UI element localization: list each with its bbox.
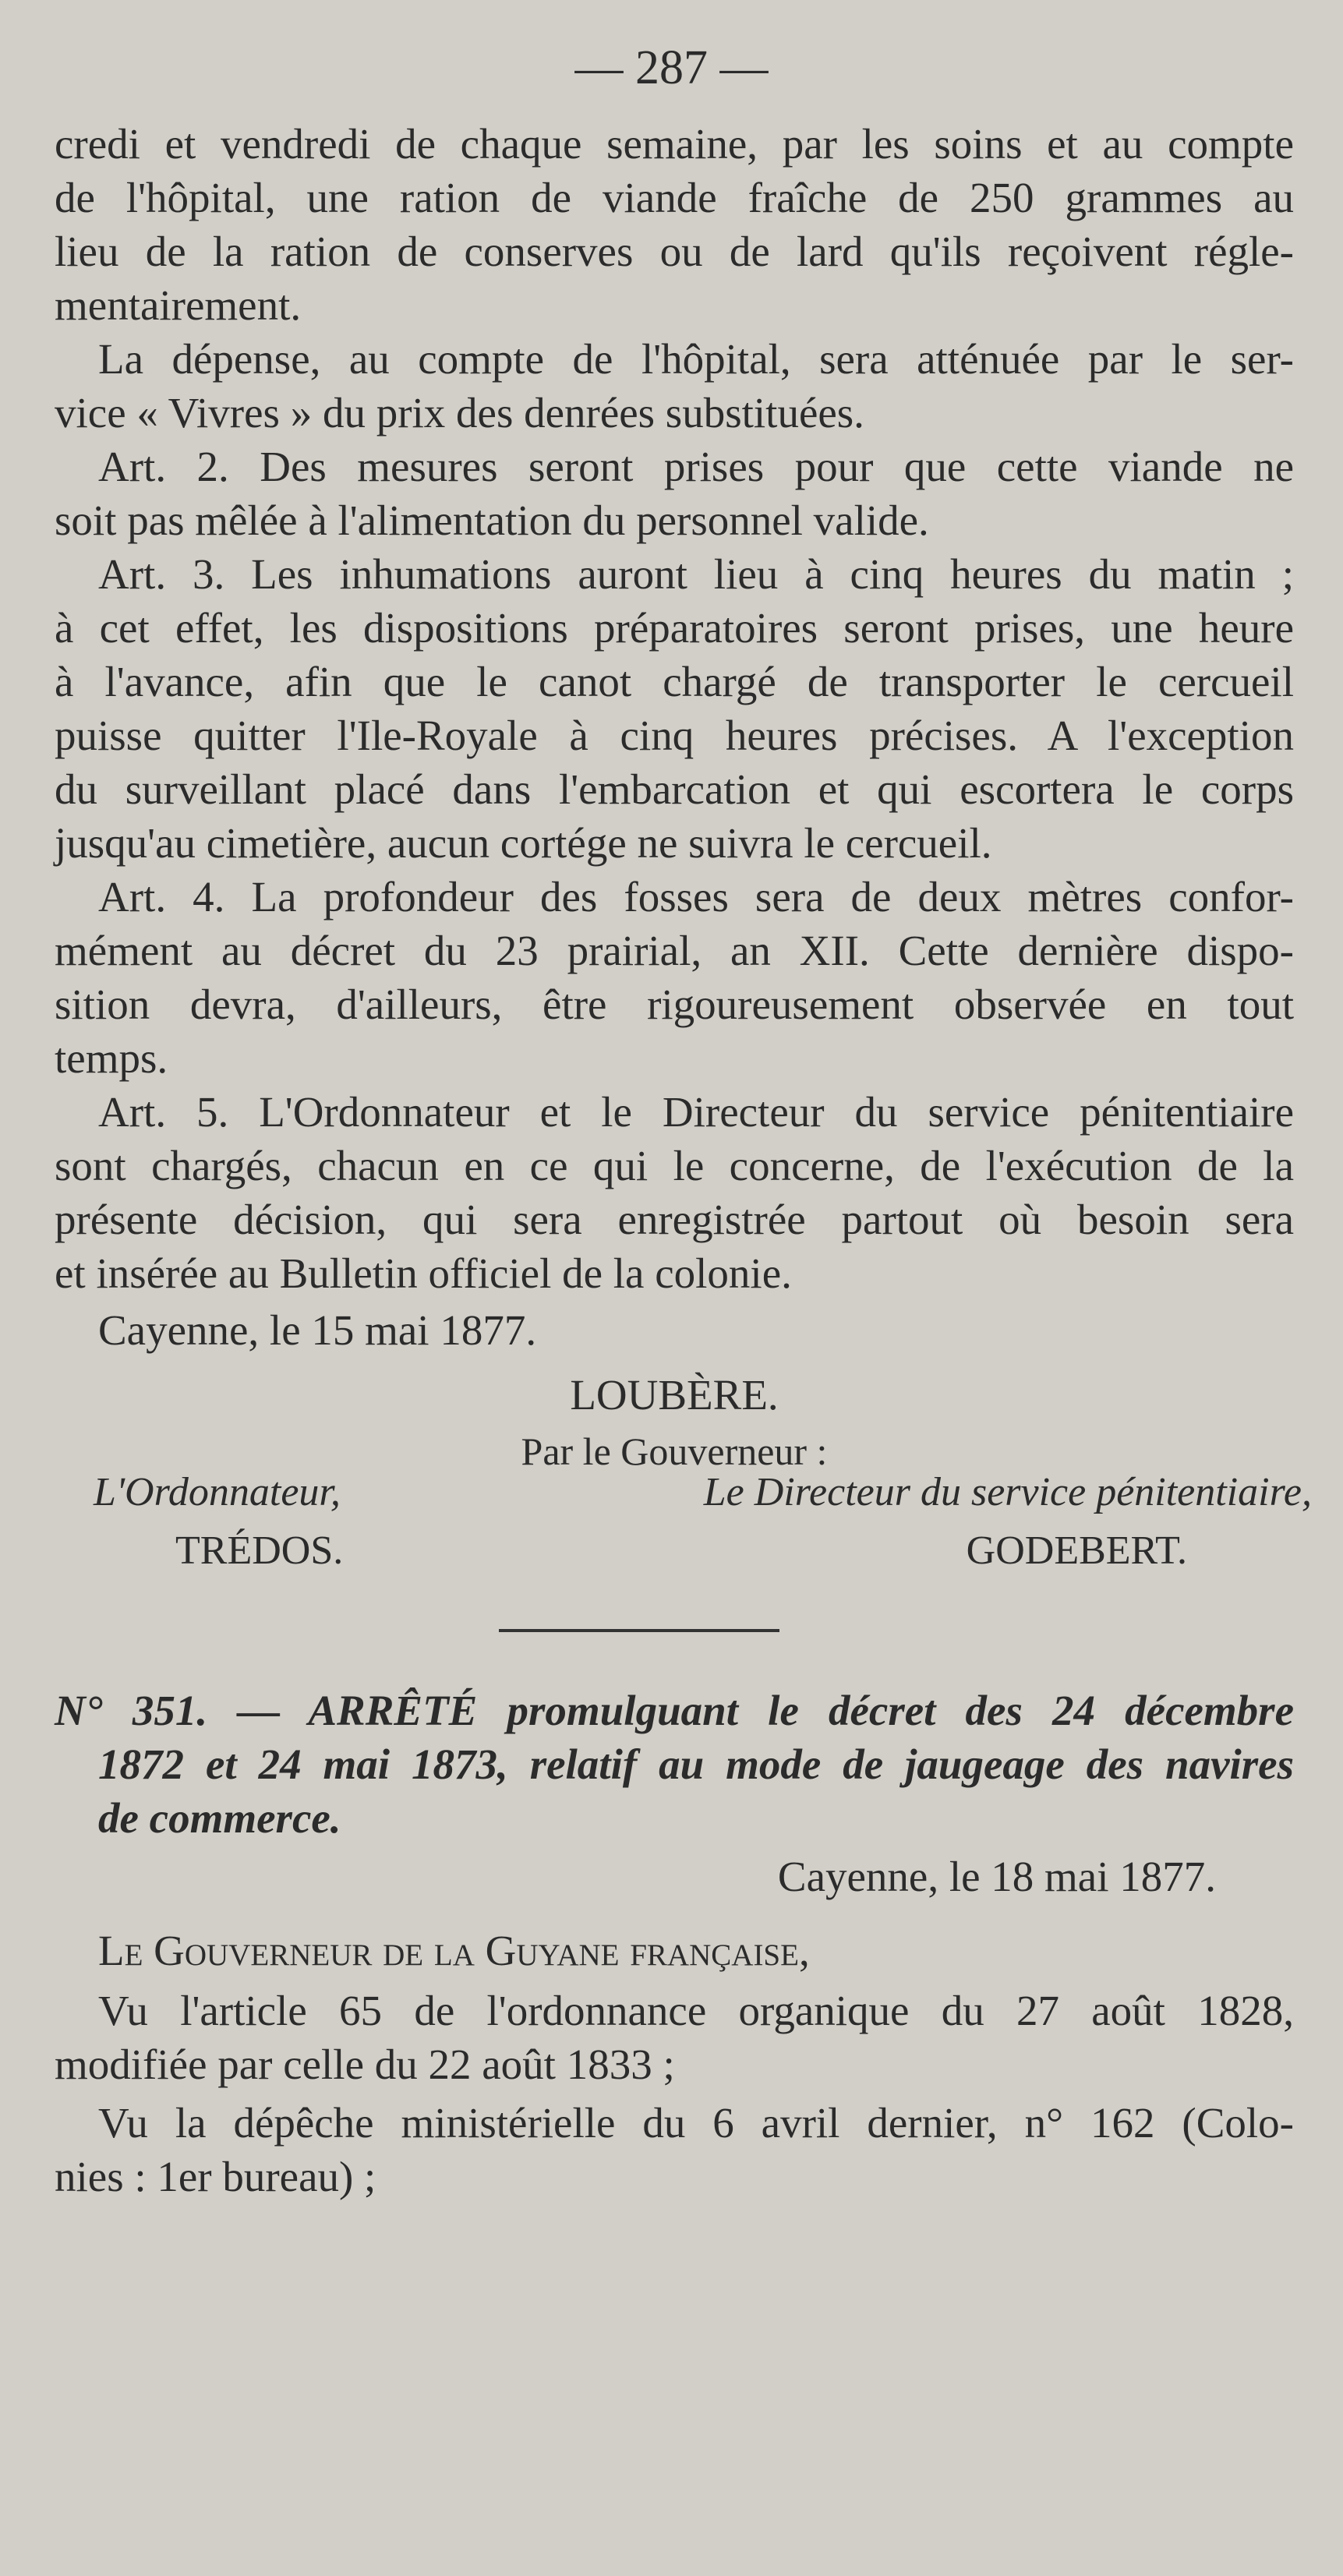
text-line: modifiée par celle du 22 août 1833 ; — [55, 2041, 675, 2088]
text-line: temps. — [55, 1034, 168, 1082]
text-line: du surveillant placé dans l'embarcation et qui escortera le corps — [55, 765, 1294, 813]
signature-titles — [0, 1469, 1343, 1524]
paragraph-continuation — [55, 117, 1294, 332]
vu-depeche — [55, 2096, 1294, 2203]
text-line: mentairement. — [55, 281, 302, 329]
text-line: de commerce. — [98, 1794, 341, 1842]
par-le-gouverneur: Par le Gouverneur : — [521, 1429, 828, 1473]
arrete-date: Cayenne, le 18 mai 1877. — [777, 1853, 1216, 1900]
body-text — [55, 117, 1294, 1479]
directeur-title: Le Directeur du service pénitentiaire, — [703, 1470, 1312, 1514]
text-line: N° 351. — ARRÊTÉ promulguant le décret des 24 décembre — [55, 1687, 1294, 1734]
text-line: lieu de la ration de conserves ou de lard qu'ils reçoivent régle- — [55, 228, 1294, 275]
section-divider — [499, 1629, 779, 1632]
text-line: Art. 2. Des mesures seront prises pour que cette viande ne — [98, 443, 1294, 490]
text-line: puisse quitter l'Ile-Royale à cinq heures précises. A l'exception — [55, 712, 1294, 759]
text-line: soit pas mêlée à l'alimentation du personnel valide. — [55, 496, 929, 544]
gouverneur-heading: Le Gouverneur de la Guyane française, — [98, 1927, 810, 1974]
vu-article-65 — [55, 1984, 1294, 2091]
text-line: présente décision, qui sera enregistrée partout où besoin sera — [55, 1196, 1294, 1243]
text-line: Art. 5. L'Ordonnateur et le Directeur du service pénitentiaire — [98, 1088, 1294, 1136]
text-line: credi et vendredi de chaque semaine, par les soins et au compte — [55, 120, 1294, 168]
page-number: — 287 — — [574, 41, 769, 94]
arrete-heading — [55, 1684, 1294, 1845]
signature-names — [0, 1528, 1343, 1582]
signatory-name: LOUBÈRE. — [570, 1371, 779, 1419]
article-3 — [55, 547, 1294, 870]
arrete-section — [55, 1684, 1294, 2203]
text-line: nies : 1er bureau) ; — [55, 2153, 376, 2200]
text-line: Art. 3. Les inhumations auront lieu à cinq heures du matin ; — [98, 550, 1294, 598]
text-line: mément au décret du 23 prairial, an XII. Cette dernière dispo- — [55, 927, 1294, 974]
paragraph-depense — [55, 332, 1294, 440]
directeur-name: GODEBERT. — [966, 1528, 1187, 1573]
text-line: Art. 4. La profondeur des fosses sera de deux mètres confor- — [98, 873, 1294, 921]
text-line: 1872 et 24 mai 1873, relatif au mode de jaugeage des navires — [98, 1740, 1294, 1788]
ordonnateur-name: TRÉDOS. — [175, 1528, 344, 1573]
text-line: sont chargés, chacun en ce qui le concerne, de l'exécution de la — [55, 1142, 1294, 1189]
ordonnateur-title: L'Ordonnateur, — [94, 1470, 341, 1514]
text-line: La dépense, au compte de l'hôpital, sera atténuée par le ser- — [98, 335, 1294, 383]
article-5 — [55, 1085, 1294, 1300]
text-line: vice « Vivres » du prix des denrées substituées. — [55, 389, 864, 436]
place-date: Cayenne, le 15 mai 1877. — [98, 1306, 537, 1354]
text-line: jusqu'au cimetière, aucun cortége ne suivra le cercueil. — [55, 819, 992, 867]
article-2 — [55, 440, 1294, 547]
article-4 — [55, 870, 1294, 1085]
text-line: de l'hôpital, une ration de viande fraîche de 250 grammes au — [55, 174, 1294, 221]
text-line: Vu la dépêche ministérielle du 6 avril dernier, n° 162 (Colo- — [98, 2099, 1294, 2147]
text-line: Vu l'article 65 de l'ordonnance organique du 27 août 1828, — [98, 1987, 1294, 2034]
text-line: sition devra, d'ailleurs, être rigoureusement observée en tout — [55, 981, 1294, 1028]
text-line: et insérée au Bulletin officiel de la colonie. — [55, 1249, 792, 1297]
text-line: à l'avance, afin que le canot chargé de transporter le cercueil — [55, 658, 1294, 705]
text-line: à cet effet, les dispositions préparatoires seront prises, une heure — [55, 604, 1294, 652]
